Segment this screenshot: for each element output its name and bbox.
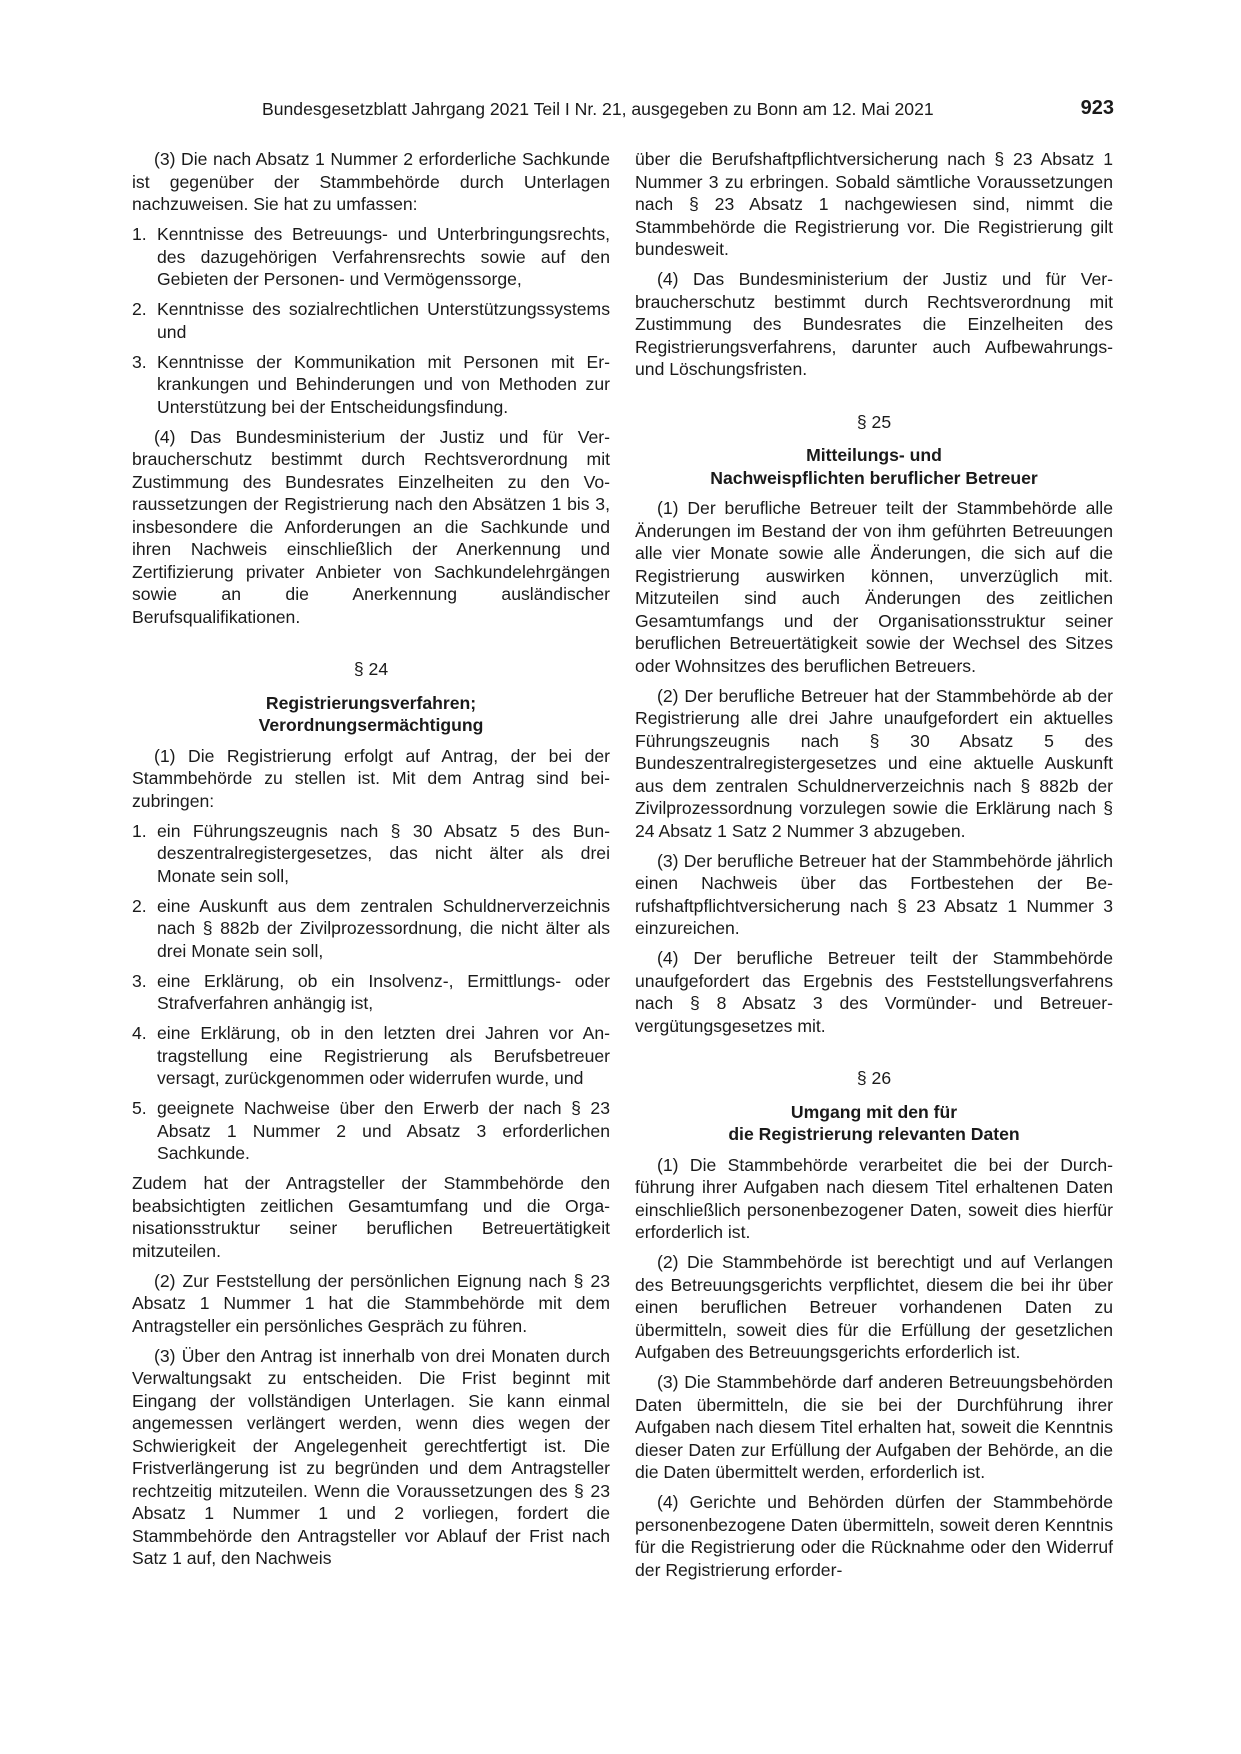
section-title-line: die Registrierung relevanten Daten: [728, 1124, 1020, 1144]
paragraph-s25-1: (1) Der berufliche Betreuer teilt der Stammbehörde alle Änderungen im Bestand der von ihm geführten Betreuungen alle vier Monate sowie alle Änderungen, die sich auf die Registrierung auswirken können, unverzüglich mit. Mitzuteilen sind auch Änderungen des zeitlichen Gesamtumfangs und der Organisationsstruktur seiner beruflichen Betreuertätigkeit sowie der Wechsel des Sitzes oder Wohnsitzes des beruflichen Betreuers.: [635, 498, 1113, 676]
paragraph-s23-3: (3) Die nach Absatz 1 Nummer 2 erforderliche Sachkunde ist gegenüber der Stammbehörde durch Unterlagen nachzuweisen. Sie hat zu umfassen:: [132, 149, 610, 214]
paragraph-s26-2: (2) Die Stammbehörde ist berechtigt und auf Verlangen des Betreuungsgerichts verpflichtet, diesem die bei ihr über einen beruflichen Betreuer vorhandenen Daten zu übermitteln, soweit dies für die Erfüllung der gesetzlichen Aufgaben des Betreuungsgerichts erforderlich ist.: [635, 1252, 1113, 1362]
paragraph-s26-4: (4) Gerichte und Behörden dürfen der Stammbehörde personenbezogene Daten übermitteln, soweit deren Kenntnis für die Registrierung oder die Rücknahme oder den Widerruf der Registrierung erforder-: [635, 1492, 1113, 1580]
section-title-line: Umgang mit den für: [790, 1101, 958, 1122]
paragraph-s26-1: (1) Die Stammbehörde verarbeitet die bei der Durchführung ihrer Aufgaben nach diesem Titel erhaltenen Daten einschließlich personenbezogener Daten, soweit dies hierfür erforderlich ist.: [635, 1154, 1113, 1242]
paragraph-s24-2: (2) Zur Feststellung der persönlichen Eignung nach § 23 Absatz 1 Nummer 1 hat die Stammbehörde mit dem Antragsteller ein persönliches Gespräch zu führen.: [132, 1270, 610, 1336]
list-item: 3. Kenntnisse der Kommunikation mit Personen mit Erkrankungen und Behinderungen und von Methoden zur Unterstützung bei der Entscheidungsfindung.: [132, 351, 610, 417]
list-s24-1: [132, 820, 610, 1165]
list-item: 3. eine Erklärung, ob ein Insolvenz-, Ermittlungs- oder Strafverfahren anhängig ist,: [132, 970, 610, 1013]
paragraph-s23-4: (4) Das Bundesministerium der Justiz und für Verbraucherschutz bestimmt durch Rechtsverordnung mit Zustimmung des Bundesrates Einzelheiten zu den Voraussetzungen der Registrierung nach den Absätzen 1 bis 3, insbesondere die Anforderungen an die Sachkunde und ihren Nachweis einschließlich der Anerkennung und Zertifizierung privater Anbieter von Sachkundelehrgängen sowie an die Anerkennung ausländischer Berufsqualifikationen.: [132, 426, 610, 627]
paragraph-s25-2: (2) Der berufliche Betreuer hat der Stammbehörde ab der Registrierung alle drei Jahre unaufgefordert ein aktuelles Führungszeugnis nach § 30 Absatz 5 des Bundeszentralregistergesetzes und eine aktuelle Auskunft aus dem zentralen Schuldnerverzeichnis nach § 882b der Zivilprozessordnung vorzulegen sowie die Erklärung nach § 24 Absatz 1 Satz 2 Nummer 3 abzugeben.: [635, 685, 1113, 841]
section-title-26: [635, 1101, 1113, 1146]
list-item: 5. geeignete Nachweise über den Erwerb der nach § 23 Absatz 1 Nummer 2 und Absatz 3 erforderlichen Sachkunde.: [132, 1098, 610, 1163]
section-title-25: [635, 444, 1113, 489]
header-title: Bundesgesetzblatt Jahrgang 2021 Teil I Nr. 21, ausgegeben zu Bonn am 12. Mai 2021: [262, 99, 934, 119]
list-item: 2. eine Auskunft aus dem zentralen Schuldnerverzeichnis nach § 882b der Zivilprozessordnung, die nicht älter als drei Monate sein soll,: [132, 895, 610, 961]
paragraph-s25-3: (3) Der berufliche Betreuer hat der Stammbehörde jährlich einen Nachweis über das Fortbestehen der Berufshaftpflichtversicherung nach § 23 Absatz 1 Nummer 3 einzureichen.: [635, 850, 1113, 938]
page-number: 923: [1080, 97, 1114, 119]
paragraph-s24-1: (1) Die Registrierung erfolgt auf Antrag, der bei der Stammbehörde zu stellen ist. Mit dem Antrag sind beizubringen:: [132, 745, 610, 811]
left-column: [132, 148, 610, 1577]
paragraph-s26-3: (3) Die Stammbehörde darf anderen Betreuungsbehörden Daten übermitteln, die sie bei der Durchführung ihrer Aufgaben nach diesem Titel erhalten hat, soweit die Kenntnis dieser Daten zur Erfüllung der Aufgaben der Behörde, an die die Daten übermittelt werden, erforderlich ist.: [635, 1372, 1113, 1482]
list-item: 1. ein Führungszeugnis nach § 30 Absatz 5 des Bundeszentralregistergesetzes, das nicht älter als drei Monate sein soll,: [132, 820, 610, 886]
section-number-24: § 24: [353, 659, 389, 679]
right-column: [635, 148, 1113, 1589]
section-title-24: [132, 692, 610, 737]
section-title-line: Registrierungsverfahren;: [265, 692, 477, 713]
paragraph-s24-3: (3) Über den Antrag ist innerhalb von drei Monaten durch Verwaltungsakt zu entscheiden. Die Frist beginnt mit Eingang der vollständigen Unterlagen. Sie kann einmal angemessen verlängert werden, wenn dies wegen der Schwierigkeit der Angelegenheit gerechtfertigt ist. Die Fristverlängerung ist zu begründen und dem Antragsteller rechtzeitig mitzuteilen. Wenn die Voraussetzungen des § 23 Absatz 1 Nummer 1 und 2 vorliegen, fordert die Stammbehörde den Antragsteller vor Ablauf der Frist nach Satz 1 auf, den Nachweis: [132, 1345, 610, 1568]
list-item: 2. Kenntnisse des sozialrechtlichen Unterstützungssystems und: [132, 299, 610, 342]
paragraph-s25-4: (4) Der berufliche Betreuer teilt der Stammbehörde unaufgefordert das Ergebnis des Feststellungsverfahrens nach § 8 Absatz 3 des Vormünder- und Betreuervergütungsgesetzes mit.: [635, 948, 1113, 1036]
list-item: 4. eine Erklärung, ob in den letzten drei Jahren vor Antragstellung eine Registrierung als Berufsbetreuer versagt, zurückgenommen oder widerrufen wurde, und: [132, 1023, 610, 1088]
section-number-25: § 25: [856, 411, 892, 432]
page-header: [262, 99, 1114, 123]
section-title-line: Verordnungsermächtigung: [258, 715, 484, 735]
paragraph-s24-4: (4) Das Bundesministerium der Justiz und für Verbraucherschutz bestimmt durch Rechtsverordnung mit Zustimmung des Bundesrates die Einzelheiten des Registrierungsverfahrens, darunter auch Aufbewahrungs- und Löschungsfristen.: [635, 269, 1113, 379]
section-number-26: § 26: [856, 1068, 892, 1088]
paragraph-s24-1-tail: Zudem hat der Antragsteller der Stammbehörde den beabsichtigten zeitlichen Gesamtumfang und die Organisationsstruktur seiner beruflichen Betreuertätigkeit mitzuteilen.: [132, 1173, 610, 1261]
list-s23-3: [132, 223, 610, 418]
section-title-line: Mitteilungs- und: [806, 445, 942, 465]
paragraph-s24-3-cont: über die Berufshaftpflichtversicherung nach § 23 Absatz 1 Nummer 3 zu erbringen. Sobald sämtliche Voraussetzungen nach § 23 Absatz 1 nachgewiesen sind, nimmt die Stammbehörde die Registrierung vor. Die Registrierung gilt bundesweit.: [635, 149, 1113, 259]
section-title-line: Nachweispflichten beruflicher Betreuer: [710, 467, 1038, 488]
list-item: 1. Kenntnisse des Betreuungs- und Unterbringungsrechts, des dazugehörigen Verfahrensrechts sowie auf den Gebieten der Personen- und Vermögenssorge,: [132, 224, 610, 289]
